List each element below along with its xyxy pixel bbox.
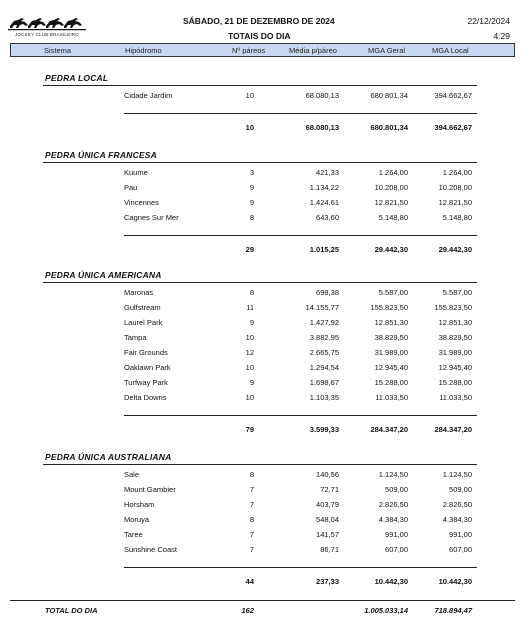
hipodromo-name: Fair Grounds [124,348,168,357]
npareos-value: 7 [249,545,254,554]
grand-total-npareos: 162 [241,606,254,615]
media-value: 2.665,75 [309,348,339,357]
media-value: 72,71 [320,485,339,494]
logo-text: JOCKEY CLUB BRASILEIRO [15,32,79,37]
subtotal-divider [124,113,477,114]
mga-geral-value: 5.148,80 [378,213,408,222]
hipodromo-name: Tampa [124,333,147,342]
mga-local-value: 607,00 [449,545,472,554]
section-title: PEDRA ÚNICA FRANCESA [45,150,157,160]
section-divider [43,282,477,283]
section-divider [43,85,477,86]
mga-local-value: 38.829,50 [438,333,472,342]
mga-local-value: 991,00 [449,530,472,539]
hipodromo-name: Moruya [124,515,150,524]
media-value: 643,60 [316,213,339,222]
column-header-bar [10,43,515,57]
media-value: 1.698,67 [309,378,339,387]
column-header-mga-geral: MGA Geral [368,46,406,55]
mga-geral-value: 5.587,00 [378,288,408,297]
media-value: 68.080,13 [305,91,339,100]
mga-geral-value: 31.989,00 [374,348,408,357]
column-header-mga-local: MGA Local [432,46,469,55]
hipodromo-name: Gulfstream [124,303,161,312]
npareos-value: 11 [246,303,254,312]
subtotal-divider [124,567,477,568]
subtotal-mga-local: 284.347,20 [434,425,472,434]
mga-geral-value: 2.826,50 [378,500,408,509]
mga-local-value: 10.208,00 [438,183,472,192]
media-value: 86,71 [320,545,339,554]
subtotal-media: 3.599,33 [309,425,339,434]
subtotal-mga-geral: 29.442,30 [374,245,408,254]
media-value: 403,79 [316,500,339,509]
section-title: PEDRA ÚNICA AMERICANA [45,270,162,280]
hipodromo-name: Kuume [124,168,148,177]
npareos-value: 3 [249,168,254,177]
column-header-media: Média p/páreo [289,46,337,55]
media-value: 1.424,61 [309,198,339,207]
hipodromo-name: Maronas [124,288,154,297]
npareos-value: 8 [249,470,254,479]
npareos-value: 7 [249,485,254,494]
mga-local-value: 4.384,30 [442,515,472,524]
grand-total-label: TOTAL DO DIA [45,606,98,615]
mga-geral-value: 15.288,00 [374,378,408,387]
mga-local-value: 155.823,50 [434,303,472,312]
column-header-hipodromo: Hipódromo [125,46,162,55]
subtotal-divider [124,235,477,236]
npareos-value: 9 [249,198,254,207]
subtotal-mga-geral: 10.442,30 [374,577,408,586]
npareos-value: 8 [249,288,254,297]
mga-local-value: 11.033,50 [439,393,472,402]
npareos-value: 12 [245,348,254,357]
mga-local-value: 31.989,00 [438,348,472,357]
npareos-value: 7 [249,530,254,539]
grand-total-mga-local: 718.894,47 [434,606,472,615]
mga-geral-value: 1.124,50 [378,470,408,479]
column-header-sistema: Sistema [44,46,72,55]
media-value: 14.155,77 [305,303,339,312]
subtotal-npareos: 29 [245,245,254,254]
mga-local-value: 5.587,00 [442,288,472,297]
npareos-value: 8 [249,515,254,524]
npareos-value: 10 [245,333,254,342]
media-value: 421,33 [316,168,339,177]
section-title: PEDRA ÚNICA AUSTRALIANA [45,452,172,462]
mga-local-value: 1.264,00 [442,168,472,177]
media-value: 141,57 [316,530,339,539]
section-divider [43,162,477,163]
mga-geral-value: 11.033,50 [375,393,408,402]
subtotal-media: 237,33 [316,577,339,586]
mga-geral-value: 680.801,34 [370,91,408,100]
media-value: 1.427,92 [309,318,339,327]
mga-local-value: 12.945,40 [438,363,472,372]
hipodromo-name: Laurel Park [124,318,163,327]
mga-geral-value: 10.208,00 [374,183,408,192]
mga-local-value: 5.148,80 [442,213,472,222]
subtotal-mga-geral: 284.347,20 [370,425,408,434]
hipodromo-name: Horsham [124,500,155,509]
mga-local-value: 12.821,50 [438,198,472,207]
hipodromo-name: Pau [124,183,138,192]
hipodromo-name: Sunshine Coast [124,545,177,554]
media-value: 1.294,54 [309,363,339,372]
media-value: 1.134,22 [309,183,339,192]
npareos-value: 10 [245,363,254,372]
mga-geral-value: 12.851,30 [374,318,408,327]
subtotal-mga-local: 10.442,30 [438,577,472,586]
grand-total-mga-geral: 1.005.033,14 [364,606,408,615]
subtotal-divider [124,415,477,416]
mga-geral-value: 607,00 [385,545,408,554]
npareos-value: 10 [245,393,254,402]
subtotal-npareos: 79 [245,425,254,434]
grand-total-divider [10,600,515,601]
media-value: 3.882,95 [309,333,339,342]
column-header-npareos: Nº páreos [232,46,266,55]
report-subtitle: TOTAIS DO DIA [228,31,291,41]
section-divider [43,464,477,465]
media-value: 1.103,35 [309,393,339,402]
report-date: 22/12/2024 [467,16,510,26]
npareos-value: 7 [249,500,254,509]
media-value: 140,56 [316,470,339,479]
hipodromo-name: Oaklawn Park [124,363,171,372]
hipodromo-name: Cagnes Sur Mer [124,213,179,222]
mga-geral-value: 155.823,50 [370,303,408,312]
report-title: SÁBADO, 21 DE DEZEMBRO DE 2024 [183,16,335,26]
subtotal-media: 1.015,25 [309,245,339,254]
mga-geral-value: 38.829,50 [374,333,408,342]
hipodromo-name: Taree [124,530,143,539]
hipodromo-name: Delta Downs [124,393,167,402]
npareos-value: 9 [249,183,254,192]
hipodromo-name: Mount Gambier [124,485,176,494]
mga-local-value: 12.851,30 [438,318,472,327]
hipodromo-name: Cidade Jardim [124,91,173,100]
media-value: 548,04 [316,515,339,524]
npareos-value: 9 [249,318,254,327]
hipodromo-name: Sale [124,470,140,479]
npareos-value: 9 [249,378,254,387]
media-value: 698,38 [316,288,339,297]
subtotal-media: 68.080,13 [305,123,339,132]
mga-geral-value: 991,00 [385,530,408,539]
mga-geral-value: 4.384,30 [378,515,408,524]
subtotal-mga-local: 394.662,67 [434,123,472,132]
mga-local-value: 2.826,50 [442,500,472,509]
mga-geral-value: 1.264,00 [378,168,408,177]
subtotal-mga-local: 29.442,30 [438,245,472,254]
mga-geral-value: 509,00 [385,485,408,494]
subtotal-npareos: 10 [245,123,254,132]
section-title: PEDRA LOCAL [45,73,109,83]
mga-geral-value: 12.945,40 [374,363,408,372]
npareos-value: 10 [245,91,254,100]
subtotal-npareos: 44 [245,577,254,586]
hipodromo-name: Vincennes [124,198,159,207]
mga-local-value: 1.124,50 [442,470,472,479]
npareos-value: 8 [249,213,254,222]
report-time: 4:29 [493,31,510,41]
hipodromo-name: Turfway Park [124,378,168,387]
mga-local-value: 394.662,67 [434,91,472,100]
mga-geral-value: 12.821,50 [374,198,408,207]
subtotal-mga-geral: 680.801,34 [370,123,408,132]
mga-local-value: 15.288,00 [438,378,472,387]
mga-local-value: 509,00 [449,485,472,494]
